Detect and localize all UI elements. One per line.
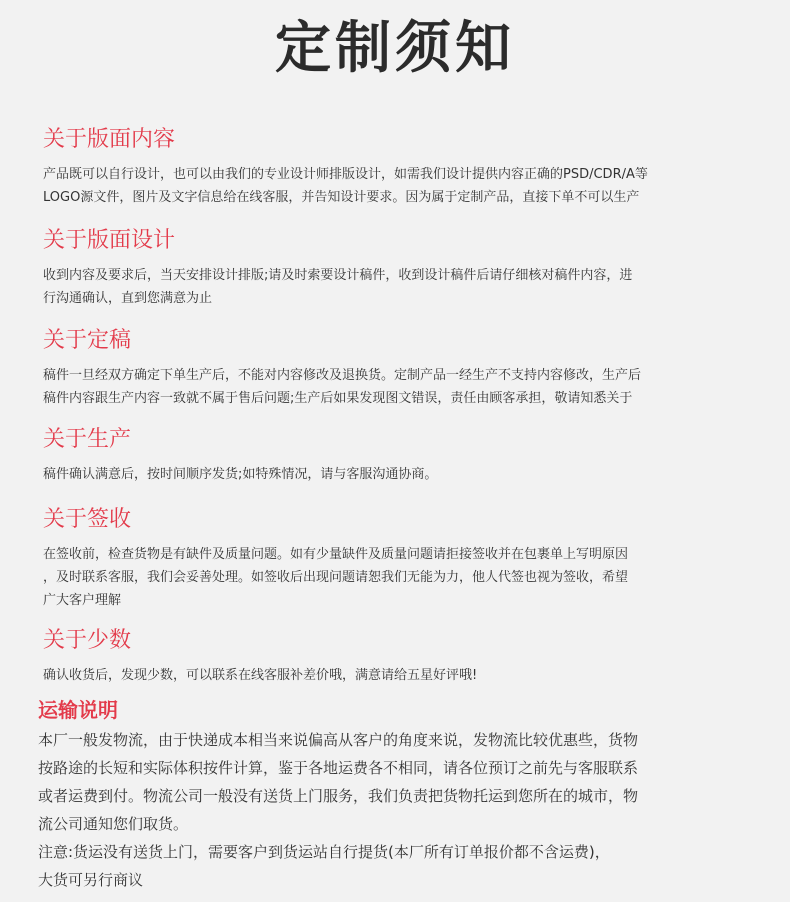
- section-shortage: [43, 626, 763, 687]
- section-body: [43, 664, 763, 687]
- section-final-draft: [43, 326, 763, 410]
- section-body: [43, 543, 763, 612]
- section-layout-content: [43, 125, 763, 209]
- section-line: 确认收货后，发现少数，可以联系在线客服补差价哦，满意请给五星好评哦!: [43, 668, 478, 683]
- page-title: 定制须知: [275, 16, 515, 81]
- section-line: 稿件一旦经双方确定下单生产后，不能对内容修改及退换货。定制产品一经生产不支持内容修改，生产后: [43, 368, 642, 383]
- transport-line: 按路途的长短和实际体积按件计算，鉴于各地运费各不相同，请各位预订之前先与客服联系: [38, 759, 639, 777]
- transport-heading: 运输说明: [38, 698, 118, 722]
- section-line: 收到内容及要求后，当天安排设计排版;请及时索要设计稿件，收到设计稿件后请仔细核对稿件内容，进: [43, 268, 633, 283]
- section-body: [43, 163, 763, 209]
- section-production: [43, 425, 763, 486]
- transport-line: 注意:货运没有送货上门，需要客户到货运站自行提货(本厂所有订单报价都不含运费)，: [38, 843, 610, 861]
- section-line: 稿件确认满意后，按时间顺序发货;如特殊情况，请与客服沟通协商。: [43, 467, 438, 482]
- transport-line: 大货可另行商议: [38, 871, 144, 889]
- section-body: [43, 364, 763, 410]
- section-line: 稿件内容跟生产内容一致就不属于售后问题;生产后如果发现图文错误，责任由顾客承担，敬请知悉关于: [43, 391, 633, 406]
- section-line: LOGO源文件，图片及文字信息给在线客服，并告知设计要求。因为属于定制产品，直接下单不可以生产: [43, 190, 640, 205]
- section-line: 行沟通确认，直到您满意为止: [43, 291, 213, 306]
- transport-body: [38, 726, 768, 894]
- section-transport: [38, 696, 768, 894]
- transport-line: 或者运费到付。物流公司一般没有送货上门服务，我们负责把货物托运到您所在的城市，物: [38, 787, 639, 805]
- section-line: 在签收前，检查货物是有缺件及质量问题。如有少量缺件及质量问题请拒接签收并在包裹单上写明原因: [43, 547, 629, 562]
- section-signing: [43, 505, 763, 612]
- section-line: 产品既可以自行设计，也可以由我们的专业设计师排版设计，如需我们设计提供内容正确的PSD/CDR/A等: [43, 167, 648, 182]
- section-heading: 关于版面内容: [43, 127, 176, 152]
- section-body: [43, 463, 763, 486]
- section-heading: 关于版面设计: [43, 228, 176, 253]
- transport-line: 流公司通知您们取货。: [38, 815, 189, 833]
- section-heading: 关于签收: [43, 507, 132, 532]
- section-layout-design: [43, 226, 763, 310]
- section-heading: 关于定稿: [43, 328, 132, 353]
- section-heading: 关于少数: [43, 628, 132, 653]
- section-line: ，及时联系客服，我们会妥善处理。如签收后出现问题请恕我们无能为力，他人代签也视为签收，希望: [43, 570, 629, 585]
- section-line: 广大客户理解: [43, 593, 122, 608]
- section-heading: 关于生产: [43, 427, 132, 452]
- section-body: [43, 264, 763, 310]
- transport-line: 本厂一般发物流，由于快递成本相当来说偏高从客户的角度来说，发物流比较优惠些，货物: [38, 731, 639, 749]
